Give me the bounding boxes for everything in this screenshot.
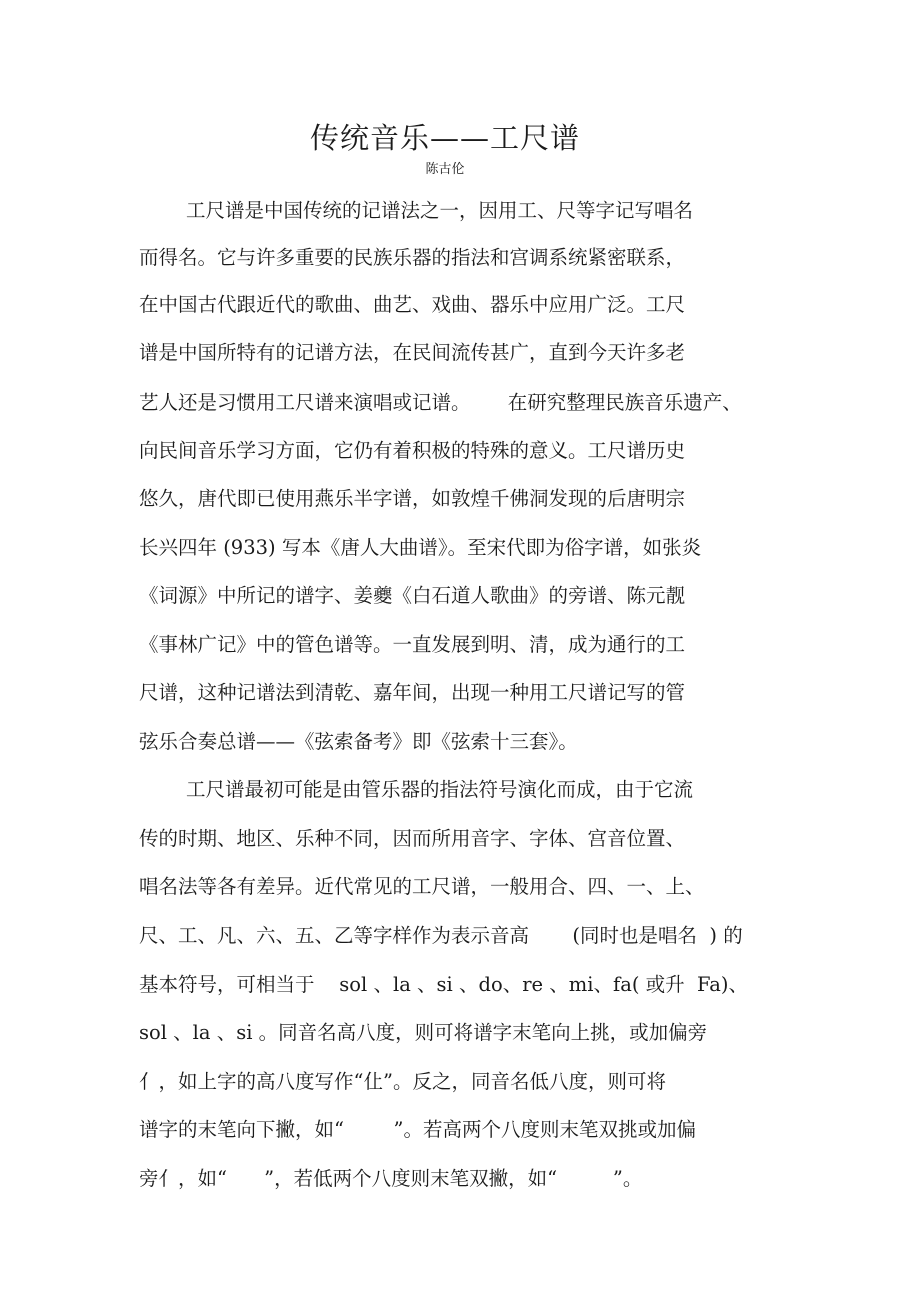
paragraph-line: 谱是中国所特有的记谱方法，在民间流传甚广，直到今天许多老 bbox=[139, 341, 686, 364]
paragraph-line: 工尺谱是中国传统的记谱法之一，因用工、尺等字记写唱名 bbox=[186, 199, 694, 222]
paragraph-line: 亻，如上字的高八度写作“仩”。反之，同音名低八度，则可将 bbox=[139, 1070, 666, 1093]
paragraph-line: 尺、工、凡、六、五、乙等字样作为表示音高 (同时也是唱名 ) 的 bbox=[139, 924, 743, 947]
document-author: 陈古伦 bbox=[425, 162, 465, 177]
paragraph-line: 而得名。它与许多重要的民族乐器的指法和宫调系统紧密联系， bbox=[139, 246, 686, 269]
paragraph-line: 艺人还是习惯用工尺谱来演唱或记谱。 在研究整理民族音乐遗产、 bbox=[139, 391, 742, 414]
paragraph-line: 《词源》中所记的谱字、姜夔《白石道人歌曲》的旁谱、陈元靓 bbox=[139, 584, 686, 607]
paragraph-line: 谱字的末笔向下撇，如“ ”。若高两个八度则末笔双挑或加偏 bbox=[139, 1118, 697, 1141]
document-title: 传统音乐——工尺谱 bbox=[309, 121, 580, 155]
paragraph-line: 唱名法等各有差异。近代常见的工尺谱，一般用合、四、一、上、 bbox=[139, 875, 705, 898]
paragraph-line: 尺谱，这种记谱法到清乾、嘉年间，出现一种用工尺谱记写的管 bbox=[139, 681, 686, 704]
paragraph-line: 弦乐合奏总谱——《弦索备考》即《弦索十三套》。 bbox=[139, 730, 578, 753]
paragraph-line: 工尺谱最初可能是由管乐器的指法符号演化而成，由于它流 bbox=[186, 778, 694, 801]
paragraph-line: 《事林广记》中的管色谱等。一直发展到明、清，成为通行的工 bbox=[139, 633, 686, 656]
paragraph-line: 基本符号，可相当于 sol 、la 、si 、do、re 、mi、fa( 或升 Fa)、 bbox=[139, 973, 748, 996]
paragraph-line: 旁亻，如“ ”，若低两个八度则末笔双撇，如“ ”。 bbox=[139, 1167, 643, 1190]
paragraph-line: 在中国古代跟近代的歌曲、曲艺、戏曲、器乐中应用广泛。工尺 bbox=[139, 293, 686, 316]
paragraph-line: sol 、la 、si 。同音名高八度，则可将谱字末笔向上挑，或加偏旁 bbox=[139, 1021, 708, 1044]
paragraph-line: 长兴四年 (933) 写本《唐人大曲谱》。至宋代即为俗字谱，如张炎 bbox=[139, 536, 702, 559]
paragraph-line: 悠久，唐代即已使用燕乐半字谱，如敦煌千佛洞发现的后唐明宗 bbox=[139, 487, 686, 510]
paragraph-line: 向民间音乐学习方面，它仍有着积极的特殊的意义。工尺谱历史 bbox=[139, 439, 686, 462]
paragraph-line: 传的时期、地区、乐种不同，因而所用音字、字体、宫音位置、 bbox=[139, 827, 686, 850]
